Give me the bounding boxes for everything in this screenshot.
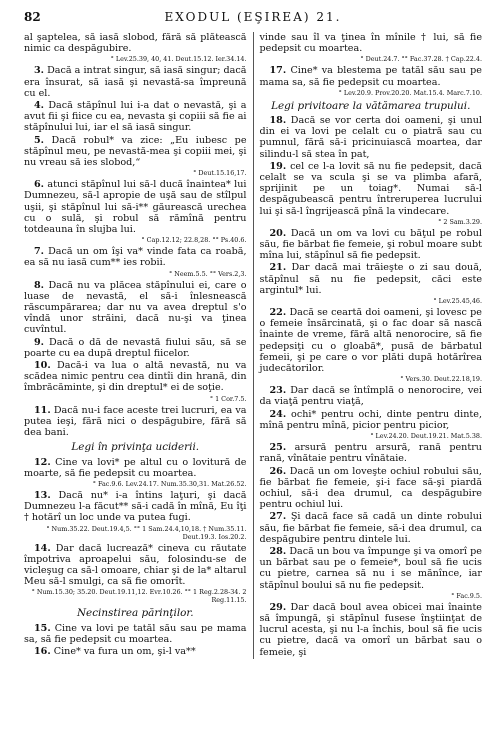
verse xyxy=(260,228,483,262)
verse-text: Cine* va blestema pe tatăl său sau pe mama sa, să fie pedepsit cu moartea. xyxy=(259,65,482,88)
verse-text: Cine va lovi pe tatăl său sau pe mama sa, să fie pedepsit cu moartea. xyxy=(24,622,247,645)
cross-reference: ° Deut.24.7. °° Fac.37.28. † Cap.22.4. xyxy=(360,55,482,64)
verse-text: Dacă nu-i face aceste trei lucruri, ea va putea ieşi, fără nici o despăgubire, fără să dea bani. xyxy=(24,404,247,439)
verse-text: Dacă nu va plăcea stăpînului ei, care o luase de nevastă, el să-i înlesnească răscumpărarea; dar nu va avea dreptul s'o vîndă unor străini, dacă nu-şi va ţinea cuvîntul. xyxy=(24,279,247,336)
verse-text: vinde sau îl va ţinea în mînile † lui, să fie pedepsit cu moartea. xyxy=(259,32,482,55)
cross-reference: ° Lev.25.45,46. xyxy=(433,297,482,306)
verse-text: Dacă-i va lua o altă nevastă, nu va scădea nimic pentru cea dintîi din hrană, din îmbrăcăminte, şi din dreptul* ei de soţie. xyxy=(24,360,247,394)
verse-text: Dacă se vor certa doi oameni, şi unul din ei va lovi pe celalt cu o piatră sau cu pumnul, fără să-i pricinuiască moartea, dar silindu-l să stea în pat, xyxy=(259,115,482,160)
verse-number: 25. xyxy=(269,442,287,454)
text-columns xyxy=(24,32,482,659)
verse-number: 29. xyxy=(269,601,287,613)
verse xyxy=(260,511,483,545)
verse-text: cel ce l-a lovit să nu fie pedepsit, dacă celalt se va scula şi se va plimba afară, sprijinit pe un toiag*. Numai să-l despăgubească pentru întreruperea lucrului lui şi să-l îngrijească pînă la vindecare. xyxy=(259,160,482,217)
cross-reference: ° Neem.5.5. °° Vers.2,3. xyxy=(169,269,247,278)
verse-number: 23. xyxy=(269,385,287,397)
section-title: Necinstirea părinţilor. xyxy=(76,607,194,620)
verse-number: 18. xyxy=(269,115,287,127)
cross-reference: ° Num.35.22. Deut.19.4,5. °° 1 Sam.24.4,10,18. † Num.35.11. Deut.19.3. Ios.20.2. xyxy=(46,524,247,541)
verse xyxy=(24,623,247,645)
verse-number: 15. xyxy=(34,622,51,634)
verse xyxy=(260,409,483,431)
right-column xyxy=(253,32,483,659)
verse xyxy=(260,546,483,591)
verse xyxy=(24,337,247,359)
verse-text: Cine va lovi* pe altul cu o lovitură de moarte, să fie pedepsit cu moartea. xyxy=(24,456,247,479)
verse-number: 11. xyxy=(34,404,51,416)
verse-text: Dacă robul* va zice: „Eu iubesc pe stăpînul meu, pe nevastă-mea şi copiii mei, şi nu vreau să ies slobod,“ xyxy=(24,134,247,169)
verse-number: 20. xyxy=(269,227,287,239)
verse-number: 3. xyxy=(34,65,45,77)
verse xyxy=(24,246,247,268)
verse xyxy=(24,32,247,54)
verse xyxy=(260,65,483,87)
verse xyxy=(260,602,483,658)
verse xyxy=(24,405,247,439)
verse xyxy=(24,135,247,169)
verse-text: ochi* pentru ochi, dinte pentru dinte, mînă pentru mînă, picior pentru picior, xyxy=(259,408,482,431)
verse xyxy=(24,543,247,588)
verse-number: 4. xyxy=(34,100,45,112)
verse xyxy=(24,646,247,657)
verse-text: Dar dacă boul avea obicei mai înainte să împungă, şi stăpînul fusese înştiinţat de lucrul acesta, şi nu l-a închis, boul să fie ucis cu pietre, dacă va omorî un bărbat sau o femeie, şi xyxy=(259,601,482,658)
verse xyxy=(260,307,483,374)
verse-number: 13. xyxy=(34,489,51,501)
verse-text: Cine* va fura un om, şi-l va** xyxy=(53,645,196,657)
running-title: EXODUL (EŞIREA) 21. xyxy=(164,10,342,24)
verse xyxy=(260,32,483,54)
verse xyxy=(24,360,247,394)
cross-reference: ° 2 Sam.3.29. xyxy=(438,217,482,226)
verse-number: 5. xyxy=(34,134,45,146)
cross-reference: ° Num.15.30; 35.20. Deut.19.11,12. Evr.10.26. °° 1 Reg.2.28-34. 2 Reg.11.15. xyxy=(31,588,247,605)
verse-text: Dacă a intrat singur, să iasă singur; dacă era însurat, să iasă şi nevastă-sa împreună cu el. xyxy=(24,65,247,99)
section-title: Legi în privinţa uciderii. xyxy=(71,441,200,454)
verse xyxy=(260,442,483,464)
verse-number: 6. xyxy=(34,179,45,191)
verse xyxy=(260,385,483,407)
verse-number: 12. xyxy=(34,456,51,468)
section-title: Legi privitoare la vătămarea trupului. xyxy=(271,99,471,112)
verse xyxy=(260,115,483,160)
verse-text: Dar dacă lucrează* cineva cu răutate împotriva aproapelui său, folosindu-se de vicleşug ca să-l omoare, chiar şi de la* altarul Meu să-l smulgi, ca să fie omorît. xyxy=(24,542,247,588)
verse-text: Dacă stăpînul lui i-a dat o nevastă, şi a avut fii şi fiice cu ea, nevasta şi copiii să fie ai stăpînului lui, iar el să iasă singur. xyxy=(24,100,247,134)
verse xyxy=(260,466,483,511)
verse-text: Dacă nu* i-a întins laţuri, şi dacă Dumnezeu l-a făcut** să-i cadă în mînă, Eu îţi † hotărî un loc unde va putea fugi. xyxy=(24,489,247,524)
verse-number: 16. xyxy=(34,645,51,657)
verse-number: 17. xyxy=(269,65,287,77)
verse-text: atunci stăpînul lui să-l ducă înaintea* lui Dumnezeu, să-l apropie de uşă sau de stîlpul uşii, şi stăpînul lui să-i** găurească urechea cu o sulă, şi robul să rămînă pentru totdeauna în slujba lui. xyxy=(24,179,247,236)
verse-number: 10. xyxy=(34,360,51,372)
cross-reference: ° Deut.15.16,17. xyxy=(193,169,247,178)
verse-text: Dacă un om îşi va* vinde fata ca roabă, ea să nu iasă cum** ies robii. xyxy=(24,246,247,269)
cross-reference: ° Cap.12.12; 22.8,28. °° Ps.40.6. xyxy=(141,236,247,245)
verse-text: Dacă un om va lovi cu băţul pe robul său, fie bărbat fie femeie, şi robul moare subt mîna lui, stăpînul să fie pedepsit. xyxy=(259,227,482,262)
verse-text: Dacă se ceartă doi oameni, şi lovesc pe o femeie însărcinată, şi o fac doar să nască înainte de vreme, fără altă nenorocire, să fie pedepsiţi cu o gloabă*, pusă de bărbatul femeii, şi pe care o vor plăti după hotărîrea judecătorilor. xyxy=(259,307,482,375)
verse xyxy=(24,100,247,134)
verse xyxy=(260,161,483,217)
verse-number: 27. xyxy=(269,511,287,523)
verse-number: 8. xyxy=(34,279,45,291)
verse-text: Dacă un om loveşte ochiul robului său, fie bărbat fie femeie, şi-i face să-şi piardă ochiul, să-i dea drumul, ca despăgubire pentru ochiul lui. xyxy=(259,465,482,511)
verse-text: Dacă o dă de nevastă fiului său, să se poarte cu ea după dreptul fiicelor. xyxy=(24,336,247,359)
page-header xyxy=(24,10,482,30)
verse-number: 26. xyxy=(269,465,287,477)
verse xyxy=(260,262,483,296)
verse-text: Dar dacă mai trăieşte o zi sau două, stăpînul să nu fie pedepsit, căci este argintul* lui. xyxy=(259,262,482,296)
verse-number: 9. xyxy=(34,336,45,348)
verse-number: 7. xyxy=(34,246,45,258)
cross-reference: ° 1 Cor.7.5. xyxy=(209,394,247,403)
verse-text: arsură pentru arsură, rană pentru rană, vînătaie pentru vînătaie. xyxy=(259,442,482,465)
verse xyxy=(24,457,247,479)
cross-reference: ° Lev.25.39, 40, 41. Deut.15.12. Ier.34.14. xyxy=(110,55,247,64)
left-column xyxy=(24,32,253,659)
verse-number: 24. xyxy=(269,408,287,420)
cross-reference: ° Lev.24.20. Deut.19.21. Mat.5.38. xyxy=(370,432,482,441)
verse xyxy=(24,280,247,336)
verse-text: Şi dacă face să cadă un dinte robului său, fie bărbat fie femeie, să-i dea drumul, ca despăgubire pentru dintele lui. xyxy=(259,511,482,545)
verse-number: 22. xyxy=(269,307,287,319)
verse xyxy=(24,490,247,524)
verse-text: Dar dacă se întîmplă o nenorocire, vei da viaţă pentru viaţă, xyxy=(259,385,482,408)
cross-reference: ° Fac.9.5. xyxy=(451,591,482,600)
cross-reference: ° Vers.30. Deut.22.18,19. xyxy=(400,375,482,384)
verse-number: 28. xyxy=(269,545,287,557)
verse-number: 21. xyxy=(269,262,287,274)
verse xyxy=(24,179,247,235)
verse-text: Dacă un bou va împunge şi va omorî pe un bărbat sau pe o femeie*, boul să fie ucis cu pietre, carnea să nu i se mănînce, iar stăpînul boului să nu fie pedepsit. xyxy=(259,545,482,591)
verse-number: 14. xyxy=(34,542,51,554)
verse-text: al şaptelea, să iasă slobod, fără să plătească nimic ca despăgubire. xyxy=(24,32,247,55)
cross-reference: ° Fac.9.6. Lev.24.17. Num.35.30,31. Mat.26.52. xyxy=(92,479,247,488)
cross-reference: ° Lev.20.9. Prov.20.20. Mat.15.4. Marc.7.10. xyxy=(338,88,482,97)
verse xyxy=(24,65,247,99)
verse-number: 19. xyxy=(269,160,287,172)
page-number: 82 xyxy=(24,10,41,24)
